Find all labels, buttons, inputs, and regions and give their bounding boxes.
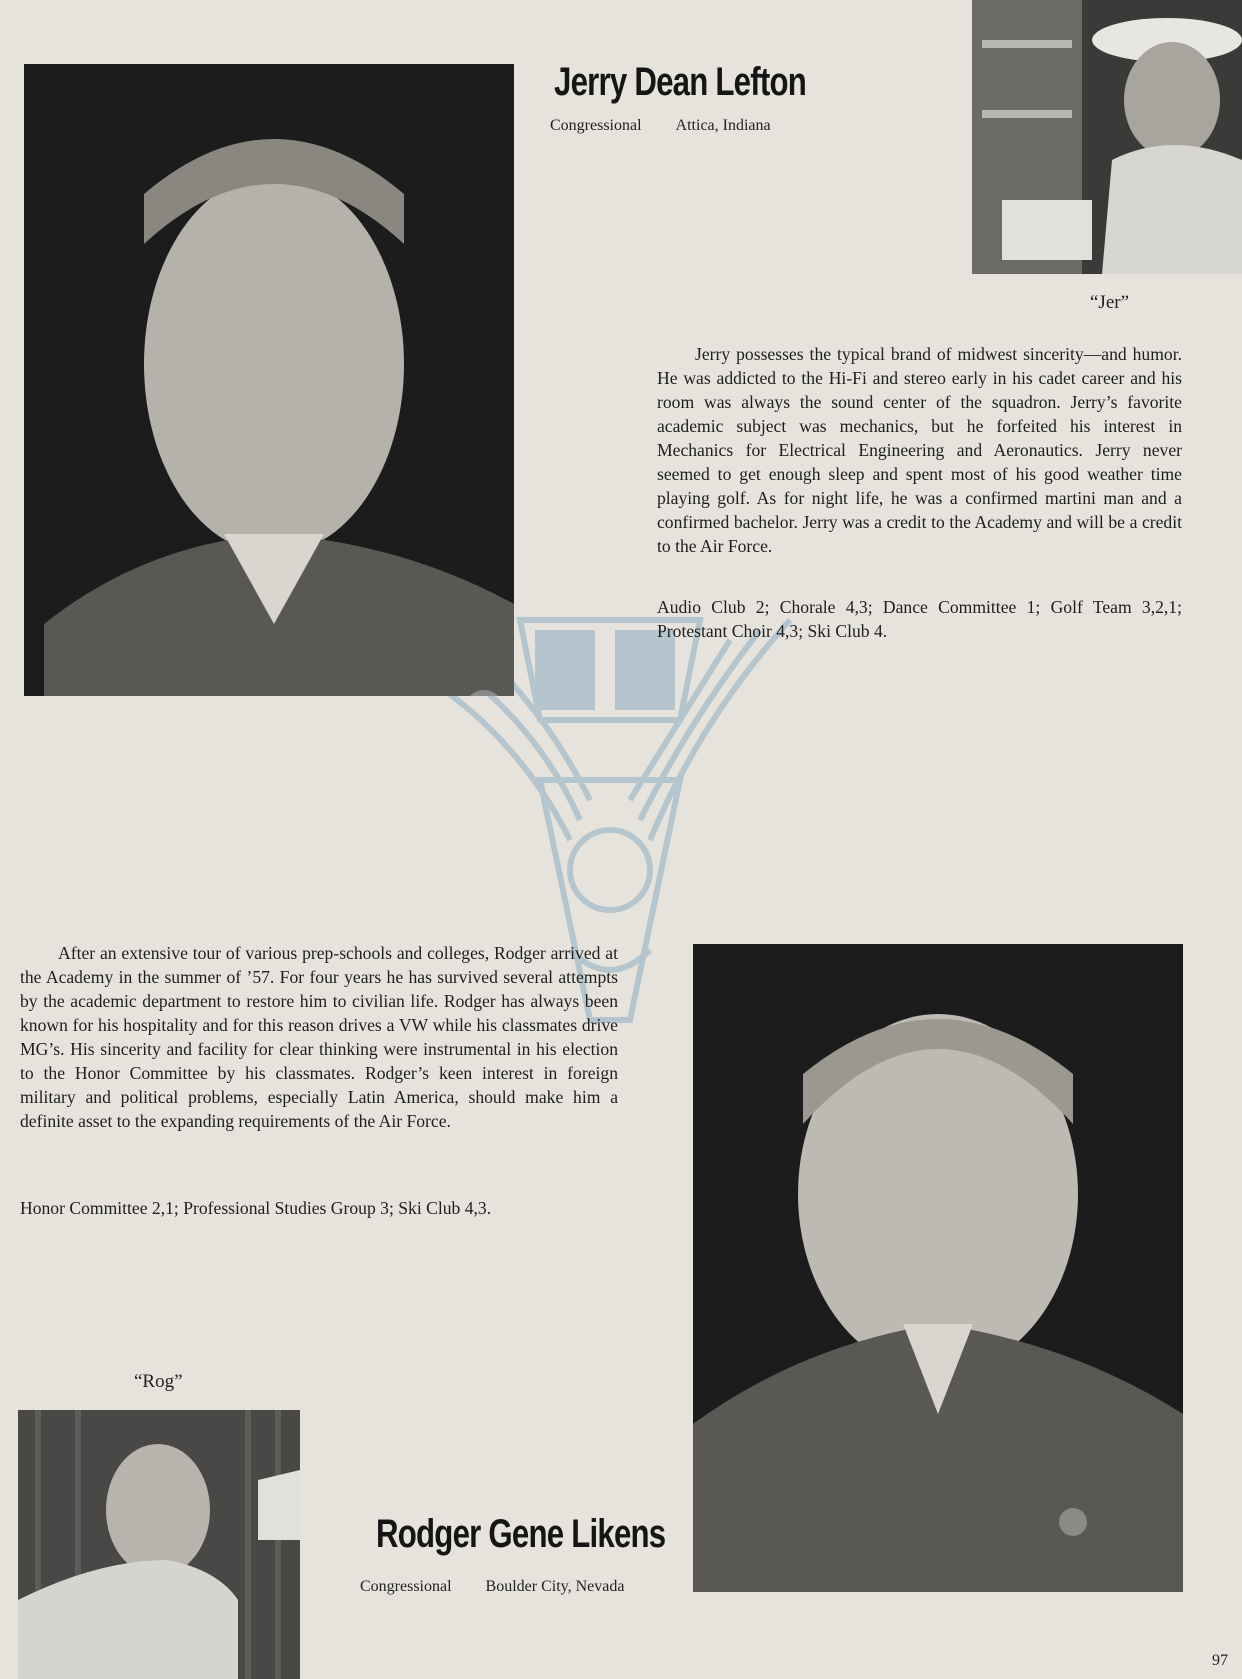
page-number: 97 bbox=[1212, 1652, 1228, 1669]
nickname-rog: “Rog” bbox=[134, 1371, 183, 1392]
nickname-jer: “Jer” bbox=[1090, 292, 1130, 313]
hometown: Attica, Indiana bbox=[675, 117, 771, 134]
activities-rodger-likens: Honor Committee 2,1; Professional Studies Group 3; Ski Club 4,3. bbox=[20, 1198, 492, 1218]
casual-photo-rodger-likens bbox=[18, 1410, 300, 1679]
biography-rodger-likens: After an extensive tour of various prep-schools and colleges, Rodger arrived at the Academy in the summer of ’57. For four years he has survived several attempts by the academic department to restore him to civilian life. Rodger has always been known for his hospitality and for this reason drives a VW while his classmates drive MG’s. His sincerity and facility for clear thinking were instrumental in his election to the Honor Committee by his classmates. Rodger’s keen interest in foreign military and political problems, especially Latin America, should make him a definite asset to the expanding requirements of the Air Force. bbox=[20, 943, 618, 1131]
appointment-type: Congressional bbox=[550, 117, 642, 134]
appointment-hometown-rodger-likens bbox=[360, 1578, 624, 1596]
portrait-photo-jerry-lefton bbox=[24, 64, 514, 696]
casual-photo-jerry-lefton bbox=[972, 0, 1242, 274]
activities-jerry-lefton: Audio Club 2; Chorale 4,3; Dance Committee 1; Golf Team 3,2,1; Protestant Choir 4,3; Ski Club 4. bbox=[657, 597, 1182, 641]
appointment-hometown-jerry-lefton bbox=[550, 117, 771, 135]
appointment-type: Congressional bbox=[360, 1578, 452, 1595]
hometown: Boulder City, Nevada bbox=[485, 1578, 625, 1595]
biography-jerry-lefton: Jerry possesses the typical brand of midwest sincerity—and humor. He was addicted to the Hi-Fi and stereo early in his cadet career and his room was always the sound center of the squadron. Jerry’s favorite academic subject was mechanics, but he forfeited his interest in Mechanics for Electrical Engineering and Aeronautics. Jerry never seemed to get enough sleep and spent most of his good weather time playing golf. As for night life, he was a confirmed martini man and a confirmed bachelor. Jerry was a credit to the Academy and will be a credit to the Air Force. bbox=[657, 344, 1182, 556]
cadet-name-jerry-lefton: Jerry Dean Lefton bbox=[554, 60, 807, 104]
portrait-photo-rodger-likens bbox=[693, 944, 1183, 1592]
cadet-name-rodger-likens: Rodger Gene Likens bbox=[376, 1512, 666, 1556]
